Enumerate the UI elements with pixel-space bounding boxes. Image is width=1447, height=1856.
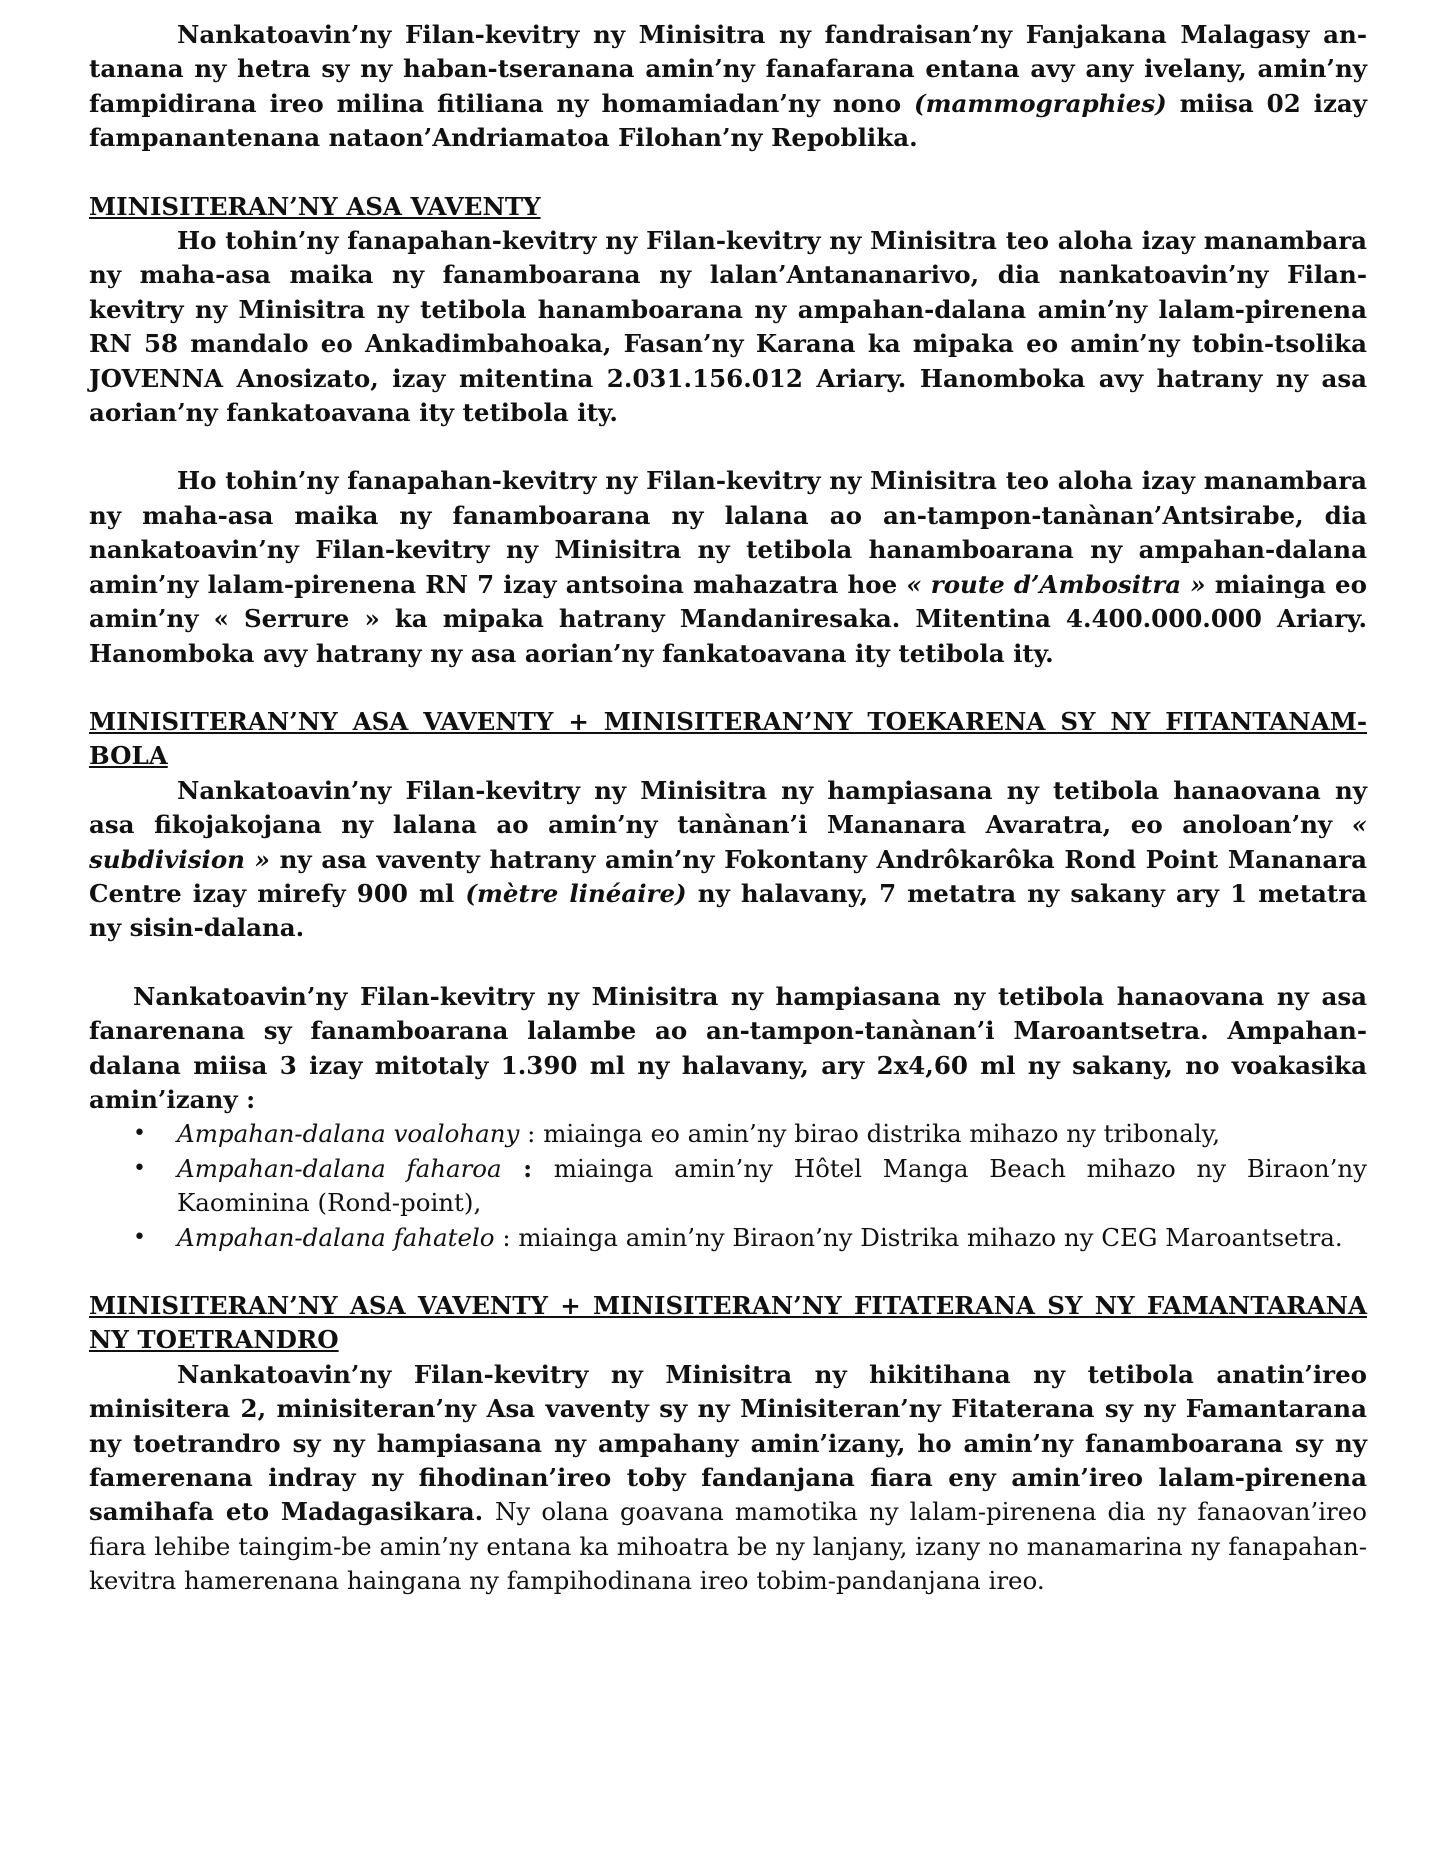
list-item: • Ampahan-dalana faharoa : miainga amin’ny Hôtel Manga Beach mihazo ny Biraon’ny Kaominina (Rond-point), [133,1153,1367,1218]
paragraph-rn7: Ho tohin’ny fanapahan-kevitry ny Filan-kevitry ny Minisitra teo aloha izay manambara ny maha-asa maika ny fanamboarana ny lalana ao an-tampon-tanànan’Antsirabe, dia nankatoavin’ny Filan-kevitry ny Minisitra ny tetibola hanamboarana ny ampahan-dalana amin’ny lalam-pirenena RN 7 izay antsoina mahazatra hoe « route d’Ambositra » miainga eo amin’ny « Serrure » ka mipaka hatrany Mandaniresaka. Mitentina 4.400.000.000 Ariary. Hanomboka avy hatrany ny asa aorian’ny fankatoavana ity tetibola ity. [89,466,1367,668]
list-item: • Ampahan-dalana fahatelo : miainga amin’ny Biraon’ny Distrika mihazo ny CEG Maroantsetra. [89,1221,1367,1255]
paragraph-maroantsetra: Nankatoavin’ny Filan-kevitry ny Minisitra ny hampiasana ny tetibola hanaovana ny asa fanarenana sy fanamboarana lalambe ao an-tampon-tanànan’i Maroantsetra. Ampahan-dalana miisa 3 izay mitotaly 1.390 ml ny halavany, ary 2x4,60 ml ny sakany, no voakasika amin’izany : [89,981,1367,1114]
paragraph-rn58: Ho tohin’ny fanapahan-kevitry ny Filan-kevitry ny Minisitra teo aloha izay manambara ny maha-asa maika ny fanamboarana ny lalan’Antananarivo, dia nankatoavin’ny Filan-kevitry ny Minisitra ny tetibola hanamboarana ny ampahan-dalana amin’ny lalam-pirenena RN 58 mandalo eo Ankadimbahoaka, Fasan’ny Karana ka mipaka eo amin’ny tobin-tsolika JOVENNA Anosizato, izay mitentina 2.031.156.012 Ariary. Hanomboka avy hatrany ny asa aorian’ny fankatoavana ity tetibola ity. [89,226,1367,428]
list-item: • Ampahan-dalana voalohany : miainga eo amin’ny birao distrika mihazo ny tribonaly, [89,1117,1367,1151]
bullet-icon: • [133,1121,146,1147]
paragraph-mammographies: Nankatoavin’ny Filan-kevitry ny Minisitra ny fandraisan’ny Fanjakana Malagasy an-tanana ny hetra sy ny haban-tseranana amin’ny fanafarana entana avy any ivelany, amin’ny fampidirana ireo milina fitiliana ny homamiadan’ny nono (mammographies) miisa 02 izay fampanantenana nataon’Andriamatoa Filohan’ny Repoblika. [89,20,1367,153]
bullet-icon: • [133,1155,146,1181]
section-heading-asa-vaventy: MINISITERAN’NY ASA VAVENTY [89,191,541,221]
document-page [89,18,1367,1599]
bullet-icon: • [133,1224,146,1250]
section-heading-asa-vaventy-toekarena: MINISITERAN’NY ASA VAVENTY + MINISITERAN’NY TOEKARENA SY NY FITANTANAM-BOLA [89,706,1367,771]
paragraph-mananara: Nankatoavin’ny Filan-kevitry ny Minisitra ny hampiasana ny tetibola hanaovana ny asa fikojakojana ny lalana ao amin’ny tanànan’i Mananara Avaratra, eo anoloan’ny « subdivision » ny asa vaventy hatrany amin’ny Fokontany Andrôkarôka Rond Point Mananara Centre izay mirefy 900 ml (mètre linéaire) ny halavany, 7 metatra ny sakany ary 1 metatra ny sisin-dalana. [89,775,1368,943]
road-sections-list [89,1117,1367,1255]
section-heading-asa-vaventy-fitaterana: MINISITERAN’NY ASA VAVENTY + MINISITERAN’NY FITATERANA SY NY FAMANTARANA NY TOETRANDRO [89,1291,1367,1355]
paragraph-toby-fandanjana: Nankatoavin’ny Filan-kevitry ny Minisitra ny hikitihana ny tetibola anatin’ireo minisitera 2, minisiteran’ny Asa vaventy sy ny Minisiteran’ny Fitaterana sy ny Famantarana ny toetrandro sy ny hampiasana ny ampahany amin’izany, ho amin’ny fanamboarana sy ny famerenana indray ny fihodinan’ireo toby fandanjana fiara eny amin’ireo lalam-pirenena samihafa eto Madagasikara. Ny olana goavana mamotika ny lalam-pirenena dia ny fanaovan’ireo fiara lehibe taingim-be amin’ny entana ka mihoatra be ny lanjany, izany no manamarina ny fanapahan-kevitra hamerenana haingana ny fampihodinana ireo tobim-pandanjana ireo. [89,1359,1368,1596]
